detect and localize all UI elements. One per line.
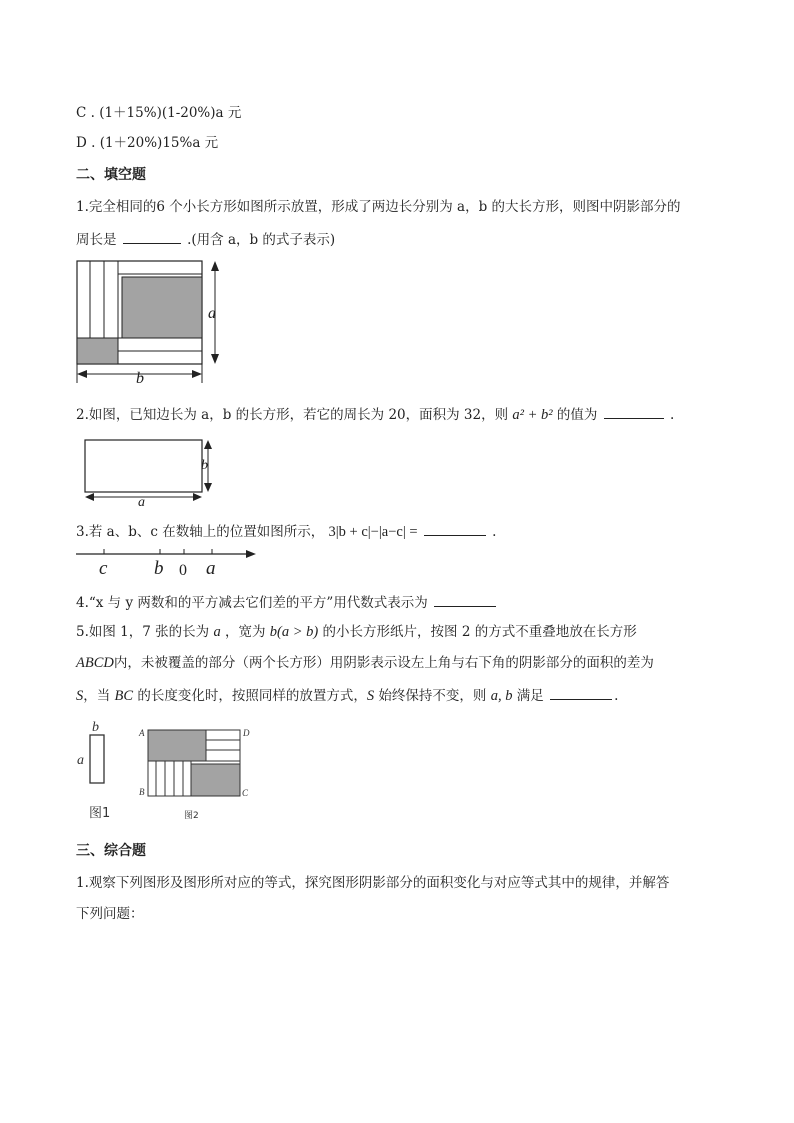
q4-answer-blank[interactable] [434,592,496,607]
q5-l1-post: 的小长方形纸片，按图 2 的方式不重叠地放在长方形 [322,624,637,640]
q2-text [76,404,674,424]
q3-text-pre: 3.若 a、b、c 在数轴上的位置如图所示， [76,524,325,540]
q2-rect [85,440,202,492]
q5-answer-blank[interactable] [550,685,612,700]
q5-l1-mid: ，宽为 [225,624,266,640]
q5-fig2-label-B: B [139,787,145,797]
q5-l3-bc: BC [114,688,134,704]
q5-l3-s2: S [366,688,375,704]
q3-expression: 3|b + c|−|a−c| = [328,524,418,540]
q2-period: . [670,407,675,423]
option-c: C . (1＋15%)(1-20%)a 元 [76,105,242,121]
q5-fig2-label-C: C [242,788,249,798]
q2-label-a: a [138,495,145,510]
q5-fig2-caption: 图2 [184,811,199,821]
q3-number-line [74,544,264,578]
option-d: D . (1＋20%)15%a 元 [76,135,219,151]
q5-l1-a: a [213,624,221,640]
q1-text-line2 [76,229,335,249]
section-heading-comprehensive: 三、综合题 [76,843,146,859]
q2-text-post: 的值为 [556,407,598,423]
q3-label-c: c [99,558,108,579]
q3-label-a: a [206,558,216,579]
q5-figure1 [74,716,124,822]
section-heading-fill-blank: 二、填空题 [76,167,146,183]
q5-fig1-label-b: b [92,720,99,735]
q5-text-line3 [76,685,618,705]
q2-expression: a² + b² [512,407,553,423]
q1-answer-blank[interactable] [123,229,181,244]
q5-fig2-label-A: A [139,728,145,738]
q1-shaded-top-right [122,277,202,338]
q5-fig1-rect [90,735,104,783]
q5-l1-b: b(a > b) [269,624,319,640]
q1-text-line1: 1.完全相同的6 个小长方形如图所示放置，形成了两边长分别为 a，b 的大长方形，则图中阴影部分的 [76,199,681,215]
q3-label-b: b [154,558,164,579]
q5-fig2-label-D: D [243,728,250,738]
q5-fig2-shaded-bottom-right [191,764,240,796]
q5-figure2 [136,724,260,824]
q4-text [76,592,498,612]
q2-answer-blank[interactable] [604,404,664,419]
q5-fig2-shaded-top-left [148,730,206,761]
q5-l3-s: S [76,688,84,704]
q5-l2-abcd: ABCD [76,655,114,671]
q2-figure [80,436,220,508]
q5-l3-t4: 满足 [516,688,544,704]
q1-text-pre: 周长是 [76,232,117,248]
q5-l2-post: 内，未被覆盖的部分（两个长方形）用阴影表示设左上角与右下角的阴影部分的面积的差为 [113,655,654,671]
q3-period: . [492,524,497,540]
q5-l3-ab: a, b [490,688,513,704]
q6-text-line2: 下列问题： [76,906,144,922]
q5-l3-t1: ，当 [83,688,111,704]
q2-text-pre: 2.如图，已知边长为 a，b 的长方形，若它的周长为 20，面积为 32，则 [76,407,509,423]
q5-fig1-caption: 图1 [89,806,111,821]
q3-text [76,521,496,541]
q4-text-body: 4.“x 与 y 两数和的平方减去它们差的平方”用代数式表示为 [76,595,428,611]
q1-label-b: b [136,370,144,387]
q5-l3-end: . [614,688,619,704]
q1-figure [70,256,230,386]
q3-label-zero: 0 [179,562,187,579]
q5-text-line1 [76,623,637,641]
q3-answer-blank[interactable] [424,521,486,536]
q5-l1-pre: 5.如图 1，7 张的长为 [76,624,210,640]
q5-l3-t2: 的长度变化时，按照同样的放置方式， [137,688,367,704]
q1-shaded-bottom-left [77,338,118,364]
q5-fig1-label-a: a [77,753,84,768]
q5-l3-t3: 始终保持不变，则 [378,688,487,704]
q6-text-line1: 1.观察下列图形及图形所对应的等式，探究图形阴影部分的面积变化与对应等式其中的规律，并解答 [76,875,670,891]
q2-label-b: b [201,458,208,473]
q1-label-a: a [208,305,216,322]
q5-text-line2 [76,654,654,672]
q1-text-post: .(用含 a，b 的式子表示) [187,232,336,248]
